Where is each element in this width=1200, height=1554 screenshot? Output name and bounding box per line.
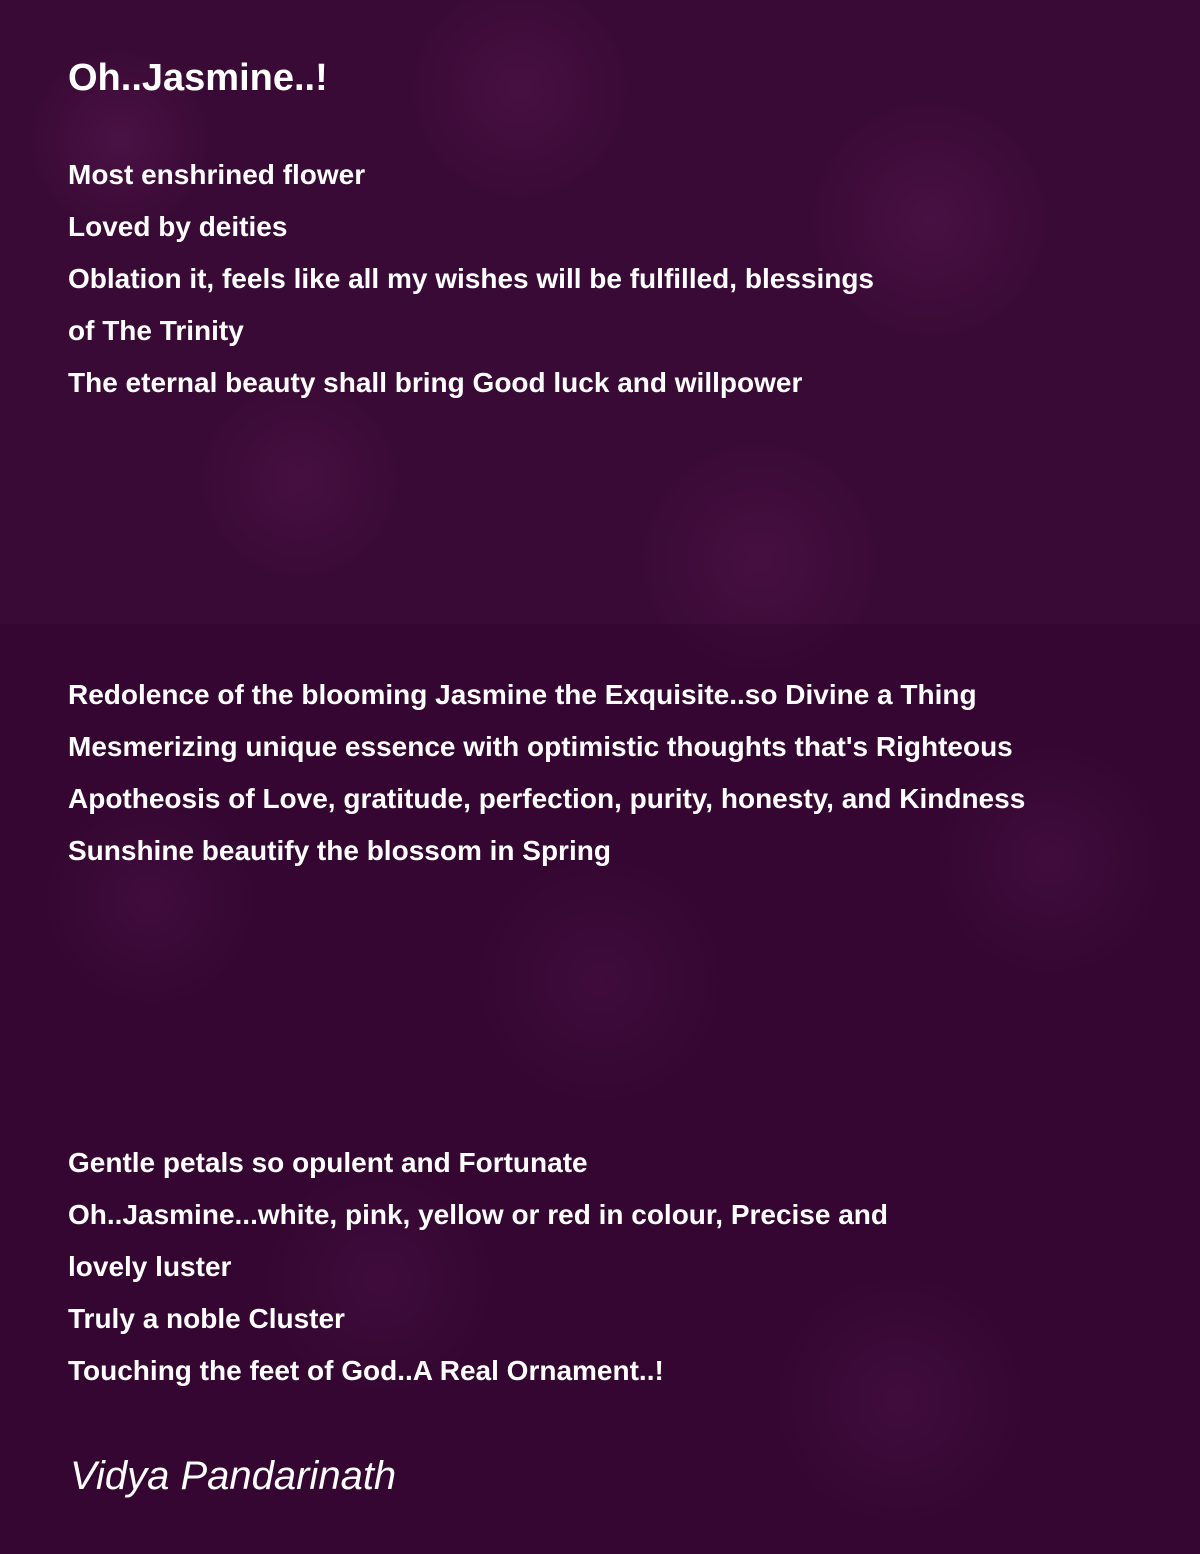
poem-line: Apotheosis of Love, gratitude, perfection, purity, honesty, and Kindness <box>68 783 1026 814</box>
poem-line: lovely luster <box>68 1251 232 1282</box>
stanza-2 <box>68 669 1025 877</box>
poem-line: Oh..Jasmine...white, pink, yellow or red in colour, Precise and <box>68 1199 889 1230</box>
poem-author: Vidya Pandarinath <box>70 1454 397 1498</box>
poem-line: Most enshrined flower <box>68 159 366 190</box>
poem-line: Gentle petals so opulent and Fortunate <box>68 1147 588 1178</box>
poem-line: Oblation it, feels like all my wishes will be fulfilled, blessings <box>68 263 874 294</box>
poem-title: Oh..Jasmine..! <box>68 57 328 99</box>
stanza-3 <box>68 1137 888 1397</box>
poem-line: Loved by deities <box>68 211 288 242</box>
poem-line: Touching the feet of God..A Real Ornament..! <box>68 1355 664 1386</box>
poem-line: Redolence of the blooming Jasmine the Exquisite..so Divine a Thing <box>68 679 977 710</box>
stanza-1 <box>68 149 874 409</box>
poem-line: Mesmerizing unique essence with optimistic thoughts that's Righteous <box>68 731 1013 762</box>
poem-line: Sunshine beautify the blossom in Spring <box>68 835 611 866</box>
poem-line: The eternal beauty shall bring Good luck and willpower <box>68 367 803 398</box>
poem-line: Truly a noble Cluster <box>68 1303 345 1334</box>
poem-line: of The Trinity <box>68 315 244 346</box>
